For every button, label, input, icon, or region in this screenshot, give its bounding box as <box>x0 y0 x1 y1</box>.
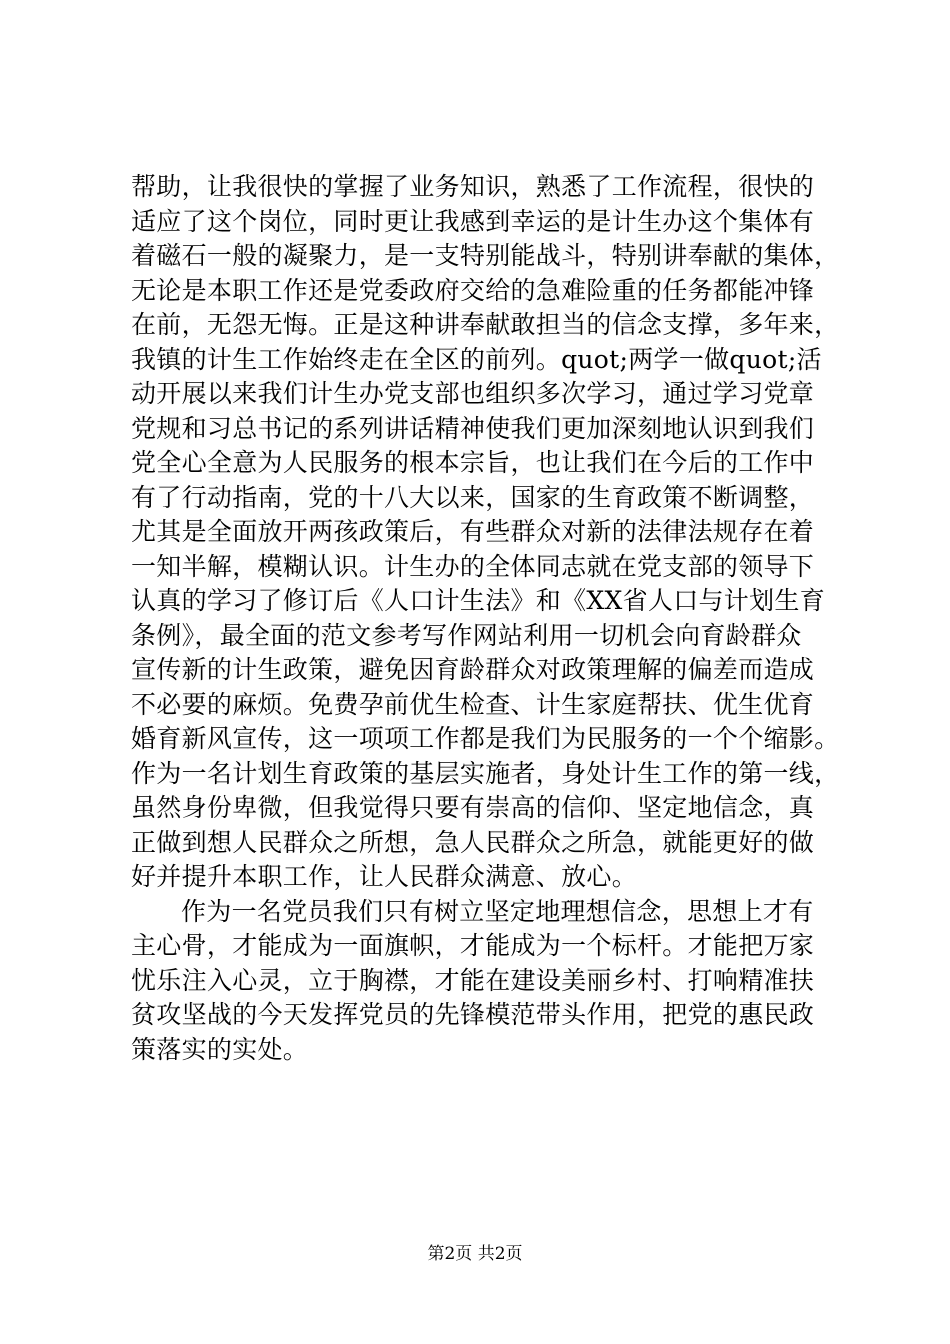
text-line: 帮助，让我很快的掌握了业务知识，熟悉了工作流程，很快的 <box>131 172 815 201</box>
text-line: 尤其是全面放开两孩政策后，有些群众对新的法律法规存在着 <box>131 517 815 546</box>
paragraph-start-line: 作为一名党员我们只有树立坚定地理想信念，思想上才有 <box>181 896 814 926</box>
text-line: 正做到想人民群众之所想，急人民群众之所急，就能更好的做 <box>131 827 815 857</box>
text-line: 条例》，最全面的范文参考写作网站利用一切机会向育龄群众 <box>131 620 802 650</box>
text-line: 动开展以来我们计生办党支部也组织多次学习，通过学习党章 <box>131 379 815 408</box>
text-line: 认真的学习了修订后《人口计生法》和《XX省人口与计划生育 <box>131 586 825 615</box>
text-line: 适应了这个岗位，同时更让我感到幸运的是计生办这个集体有 <box>131 206 815 236</box>
text-line: 党规和习总书记的系列讲话精神使我们更加深刻地认识到我们 <box>131 413 815 443</box>
text-line: 贫攻坚战的今天发挥党员的先锋模范带头作用，把党的惠民政 <box>131 1000 815 1029</box>
text-line: 不必要的麻烦。免费孕前优生检查、计生家庭帮扶、优生优育 <box>131 689 815 719</box>
page-number-footer: 第2页 共2页 <box>427 1244 523 1264</box>
text-line: 婚育新风宣传，这一项项工作都是我们为民服务的一个个缩影。 <box>131 724 840 753</box>
text-line: 虽然身份卑微，但我觉得只要有崇高的信仰、坚定地信念，真 <box>131 793 815 822</box>
text-line: 无论是本职工作还是党委政府交给的急难险重的任务都能冲锋 <box>131 275 815 305</box>
text-line: 一知半解，模糊认识。计生办的全体同志就在党支部的领导下 <box>131 551 815 581</box>
text-line: 忧乐注入心灵，立于胸襟，才能在建设美丽乡村、打响精准扶 <box>131 965 815 995</box>
text-line: 好并提升本职工作，让人民群众满意、放心。 <box>131 862 638 891</box>
document-body <box>131 170 861 1067</box>
text-line: 宣传新的计生政策，避免因育龄群众对政策理解的偏差而造成 <box>131 655 815 684</box>
text-line: 我镇的计生工作始终走在全区的前列。quot;两学一做quot;活 <box>131 344 822 374</box>
text-line: 有了行动指南，党的十八大以来，国家的生育政策不断调整， <box>131 482 815 512</box>
text-line: 在前，无怨无悔。正是这种讲奉献敢担当的信念支撑，多年来， <box>131 310 840 339</box>
text-line: 策落实的实处。 <box>131 1034 309 1064</box>
text-line: 主心骨，才能成为一面旗帜，才能成为一个标杆。才能把万家 <box>131 931 815 960</box>
text-line: 着磁石一般的凝聚力，是一支特别能战斗，特别讲奉献的集体， <box>131 241 840 270</box>
text-line: 作为一名计划生育政策的基层实施者，身处计生工作的第一线， <box>131 758 840 788</box>
text-line: 党全心全意为人民服务的根本宗旨，也让我们在今后的工作中 <box>131 448 815 477</box>
